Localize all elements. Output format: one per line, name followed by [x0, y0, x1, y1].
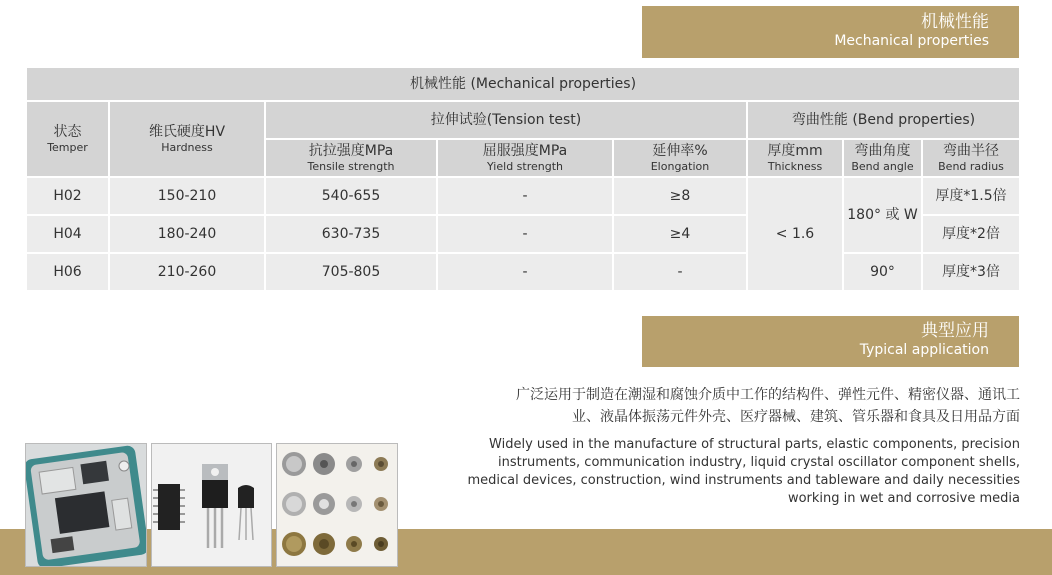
- hardness-cell: 210-260: [110, 254, 264, 290]
- circuit-board-photo: [25, 443, 147, 567]
- elongation-header: 延伸率% Elongation: [614, 140, 746, 176]
- mechanical-properties-tag: [642, 6, 1019, 58]
- tensile-cell: 630-735: [266, 216, 436, 252]
- thickness-header: 厚度mm Thickness: [748, 140, 842, 176]
- tension-test-header: 拉伸试验(Tension test): [266, 102, 746, 138]
- yield-cell: -: [438, 254, 612, 290]
- elongation-cell: ≥8: [614, 178, 746, 214]
- hardness-header: 维氏硬度HV Hardness: [110, 102, 264, 176]
- mechanical-properties-table: [25, 66, 1021, 292]
- temper-cell: H06: [27, 254, 108, 290]
- application-text-en: Widely used in the manufacture of structural parts, elastic components, precision instruments, communication industry, liquid crystal oscillator component shells, medical devices, construction, wind instruments and tableware and daily necessities working in wet and corrosive media: [467, 437, 1020, 506]
- bend-radius-header: 弯曲半径 Bend radius: [923, 140, 1019, 176]
- typical-application-tag: [642, 316, 1019, 367]
- mechanical-tag-zh: 机械性能: [921, 12, 989, 32]
- mechanical-tag-en: Mechanical properties: [834, 33, 989, 49]
- temper-cell: H02: [27, 178, 108, 214]
- yield-cell: -: [438, 216, 612, 252]
- hardness-cell: 150-210: [110, 178, 264, 214]
- application-tag-zh: 典型应用: [921, 321, 989, 341]
- bend-angle-cell: 90°: [844, 254, 921, 290]
- elongation-cell: -: [614, 254, 746, 290]
- yield-header: 屈服强度MPa Yield strength: [438, 140, 612, 176]
- thickness-cell: < 1.6: [748, 178, 842, 290]
- metal-buttons-photo: [276, 443, 398, 567]
- bend-radius-cell: 厚度*1.5倍: [923, 178, 1019, 214]
- yield-cell: -: [438, 178, 612, 214]
- temper-cell: H04: [27, 216, 108, 252]
- tensile-cell: 540-655: [266, 178, 436, 214]
- bend-angle-header: 弯曲角度 Bend angle: [844, 140, 921, 176]
- bend-angle-cell: 180° 或 W: [844, 178, 921, 252]
- table-title: 机械性能 (Mechanical properties): [27, 68, 1019, 100]
- table-row: [27, 178, 1019, 214]
- elongation-cell: ≥4: [614, 216, 746, 252]
- hardness-cell: 180-240: [110, 216, 264, 252]
- bend-radius-cell: 厚度*2倍: [923, 216, 1019, 252]
- tensile-cell: 705-805: [266, 254, 436, 290]
- application-tag-en: Typical application: [859, 342, 989, 358]
- bend-properties-header: 弯曲性能 (Bend properties): [748, 102, 1019, 138]
- temper-header: 状态 Temper: [27, 102, 108, 176]
- application-text-zh: 广泛运用于制造在潮湿和腐蚀介质中工作的结构件、弹性元件、精密仪器、通讯工 业、液晶体振荡元件外壳、医疗器械、建筑、管乐器和食具及日用品方面: [516, 387, 1020, 425]
- table-row: [27, 254, 1019, 290]
- electronic-components-photo: [151, 443, 272, 567]
- bend-radius-cell: 厚度*3倍: [923, 254, 1019, 290]
- tensile-header: 抗拉强度MPa Tensile strength: [266, 140, 436, 176]
